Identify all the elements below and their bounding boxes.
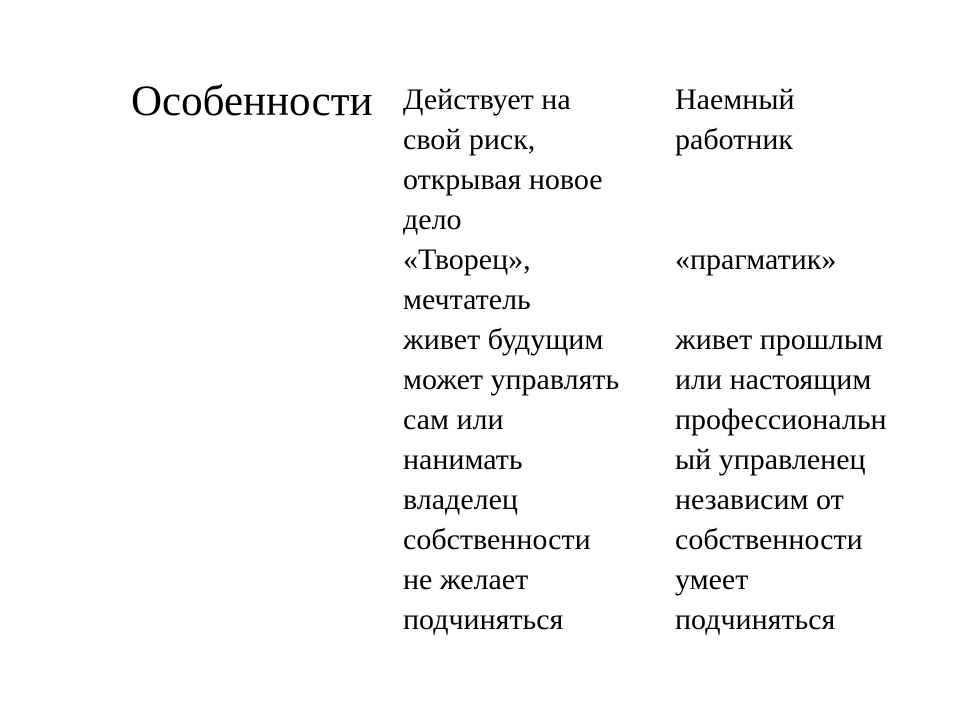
entrepreneur-line: собственности	[403, 523, 591, 556]
entrepreneur-column	[403, 80, 619, 640]
employee-line: «прагматик»	[675, 243, 837, 276]
employee-column	[675, 80, 887, 640]
entrepreneur-line: свой риск,	[403, 123, 536, 156]
employee-line: независим от	[675, 483, 844, 516]
employee-line	[675, 200, 887, 240]
entrepreneur-line: сам или	[403, 403, 504, 436]
entrepreneur-line: может управлять	[403, 363, 620, 396]
entrepreneur-line: «Творец»,	[403, 243, 531, 276]
entrepreneur-line: владелец	[403, 483, 518, 516]
employee-line: профессиональн	[675, 403, 887, 436]
employee-line	[675, 160, 887, 200]
entrepreneur-line: живет будущим	[403, 323, 604, 356]
entrepreneur-line: подчиняться	[403, 603, 564, 636]
entrepreneur-line: нанимать	[403, 443, 523, 476]
employee-line: работник	[675, 123, 793, 156]
entrepreneur-line: Действует на	[403, 83, 571, 116]
features-heading: Особенности	[131, 78, 373, 125]
entrepreneur-line: дело	[403, 203, 462, 236]
entrepreneur-line: мечтатель	[403, 283, 531, 316]
entrepreneur-line: открывая новое	[403, 163, 603, 196]
employee-line: или настоящим	[675, 363, 872, 396]
entrepreneur-line: не желает	[403, 563, 529, 596]
employee-line: умеет	[675, 563, 749, 596]
employee-line: Наемный	[675, 83, 795, 116]
employee-line: живет прошлым	[675, 323, 883, 356]
employee-line: собственности	[675, 523, 863, 556]
employee-line: подчиняться	[675, 603, 836, 636]
employee-line	[675, 280, 887, 320]
employee-line: ый управленец	[675, 443, 866, 476]
